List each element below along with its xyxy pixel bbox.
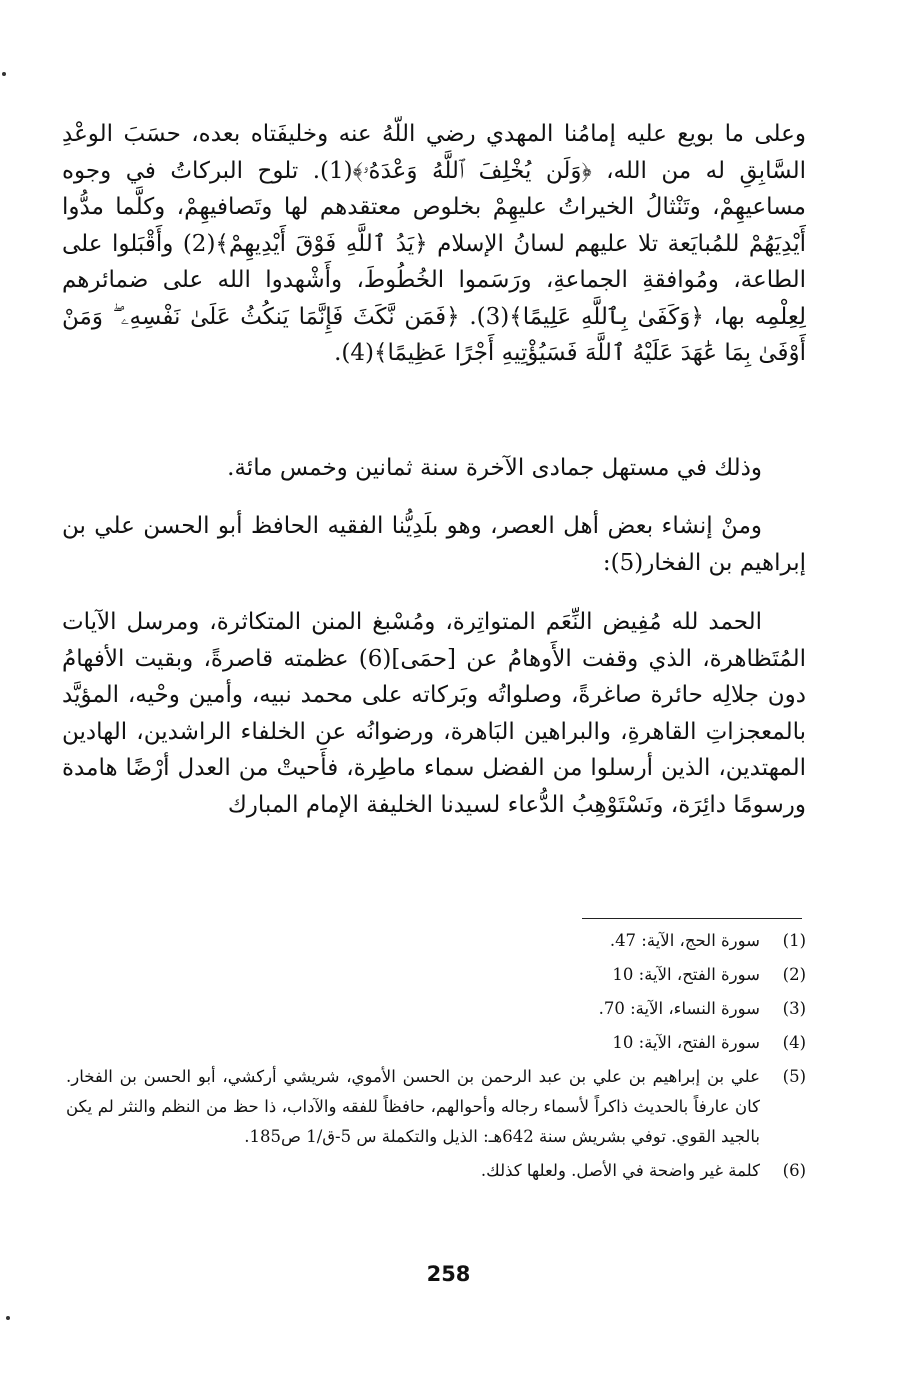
footnote-text: سورة النساء، الآية: 70. <box>598 999 760 1018</box>
body-text <box>62 116 806 372</box>
footnote-text: سورة الحج، الآية: 47. <box>609 931 760 950</box>
footnote <box>62 1028 806 1058</box>
footnote-text: سورة الفتح، الآية: 10 <box>612 1033 760 1052</box>
footnote <box>62 926 806 956</box>
footnote <box>62 1062 806 1152</box>
paragraph-2: وذلك في مستهل جمادى الآخرة سنة ثمانين وخمس مائة. <box>227 455 762 481</box>
scan-edge-mark <box>2 72 6 76</box>
paragraph-3: ومنْ إنشاء بعض أهل العصر، وهو بلَدِيُّنا الفقيه الحافظ أبو الحسن علي بن إبراهيم بن الفخار(5): <box>62 513 806 576</box>
paragraph-4: الحمد لله مُفِيض النِّعَم المتواتِرة، ومُسْبغ المنن المتكاثرة، ومرسل الآيات المُتَظاهرة، الذي وقفت الأَوهامُ عن [حمَى](6) عظمته قاصرةً، وبقيت الأفهامُ دون جلالِه حائرة صاغرةً، وصلواتُه وبَركاته على محمد نبيه، وأمين وحْيه، المؤيَّد بالمعجزاتِ القاهرةِ، والبراهين البَاهرة، ورضوانُه عن الخلفاء الراشدين، الهادين المهتدين، الذين أرسلوا من الفضل سماء ماطِرة، فأَحيتْ من العدل أرْضًا هامدة ورسومًا دائِرَة، ونَسْتَوْهِبُ الدُّعاء لسيدنا الخليفة الإمام المبارك <box>62 609 807 818</box>
footnote-number: (6) <box>782 1161 806 1180</box>
footnote <box>62 1156 806 1186</box>
footnote-number: (2) <box>782 965 806 984</box>
footnote-text: سورة الفتح، الآية: 10 <box>612 965 760 984</box>
body-text-4 <box>62 604 806 823</box>
scan-edge-mark <box>6 1316 10 1320</box>
paragraph-1: وعلى ما بويع عليه إمامُنا المهدي رضي اللّهُ عنه وخليفَتاه بعده، حسَبَ الوعْدِ السَّابِقِ له من الله، ﴿وَلَن يُخْلِفَ ٱللَّهُ وَعْدَهُۥ﴾(1). تلوح البركاتُ في وجوه مساعيهِمْ، وتَنْثالُ الخيراتُ عليهِمْ بخلوص معتقدهم لها وتَصافيهِمْ، وكلَّما مدُّوا أَيْدِيَهُمْ للمُبايَعة تلا عليهم لسانُ الإسلام ﴿يَدُ ٱللَّهِ فَوْقَ أَيْدِيهِمْ﴾(2) وأَقْبَلوا على الطاعة، ومُوافقةِ الجماعةِ، ورَسَموا الخُطُوطَ، وأَشْهدوا الله على ضمائرهم لِعِلْمِه بها، ﴿وَكَفَىٰ بِٱللَّهِ عَلِيمًا﴾(3). ﴿فَمَن نَّكَثَ فَإِنَّمَا يَنكُثُ عَلَىٰ نَفْسِهِۦ ۖ وَمَنْ أَوْفَىٰ بِمَا عَٰهَدَ عَلَيْهُ ٱللَّهَ فَسَيُؤْتِيهِ أَجْرًا عَظِيمًا﴾(4). <box>62 121 806 366</box>
footnote-text: كلمة غير واضحة في الأصل. ولعلها كذلك. <box>480 1161 760 1180</box>
footnote-number: (1) <box>782 931 806 950</box>
footnotes <box>62 926 806 1190</box>
footnote-text: علي بن إبراهيم بن علي بن عبد الرحمن بن الحسن الأموي، شريشي أركشي، أبو الحسن بن الفخار. كان عارفاً بالحديث ذاكراً لأسماء رجاله وأحوالهم، حافظاً للفقه والآداب، ذا حظ من النظم والنثر لم يكن بالجيد القوي. توفي بشريش سنة 642هـ: الذيل والتكملة س 5-ق/1 ص185. <box>66 1067 760 1146</box>
footnote-number: (3) <box>782 999 806 1018</box>
body-text-3 <box>62 508 806 581</box>
footnote-separator <box>582 918 802 919</box>
body-text-2 <box>62 450 806 487</box>
footnote-number: (5) <box>782 1067 806 1086</box>
footnote-number: (4) <box>782 1033 806 1052</box>
footnote <box>62 994 806 1024</box>
footnote <box>62 960 806 990</box>
page-number: 258 <box>426 1262 471 1286</box>
